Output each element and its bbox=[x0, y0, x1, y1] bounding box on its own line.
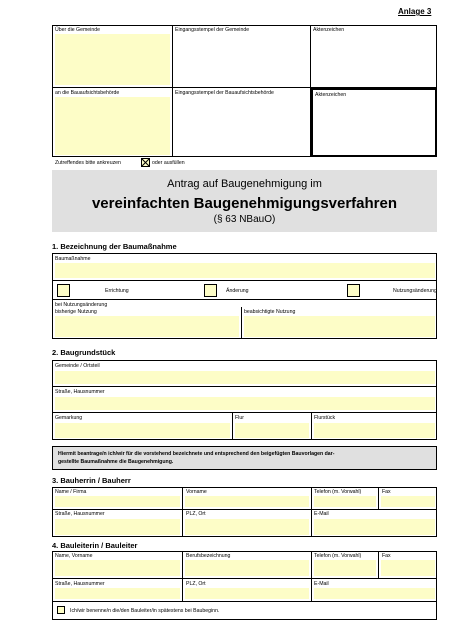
owner-phone-label: Telefon (m. Vorwahl) bbox=[314, 489, 362, 495]
municipality-field[interactable] bbox=[55, 371, 435, 384]
nutzungsaenderung-label: Nutzungsänderung bbox=[393, 288, 437, 294]
owner-firstname-field[interactable] bbox=[185, 496, 309, 507]
file-number-label-1: Aktenzeichen bbox=[313, 27, 345, 33]
measure-label: Baumaßnahme bbox=[55, 256, 91, 262]
previous-use-field[interactable] bbox=[55, 316, 239, 337]
owner-email-label: E-Mail bbox=[314, 511, 329, 517]
manager-postcode-label: PLZ, Ort bbox=[186, 581, 206, 587]
municipality-stamp-label: Eingangsstempel der Gemeinde bbox=[175, 27, 250, 33]
plot-street-label: Straße, Hausnummer bbox=[55, 389, 105, 395]
owner-fax-label: Fax bbox=[382, 489, 391, 495]
previous-use-label: bisherige Nutzung bbox=[55, 309, 97, 315]
owner-phone-field[interactable] bbox=[314, 496, 376, 507]
application-statement-box bbox=[52, 446, 437, 470]
manager-fax-label: Fax bbox=[382, 553, 391, 559]
hint-text-before: Zutreffendes bitte ankreuzen bbox=[55, 160, 121, 166]
checkbox-name-later[interactable] bbox=[57, 606, 65, 614]
checkbox-nutzungsaenderung[interactable] bbox=[347, 284, 360, 297]
owner-email-field[interactable] bbox=[314, 519, 435, 535]
plot-street-field[interactable] bbox=[55, 397, 435, 410]
file-number-label-2: Aktenzeichen bbox=[315, 92, 347, 98]
file-number-box-2[interactable] bbox=[311, 88, 437, 157]
manager-fax-field[interactable] bbox=[381, 560, 435, 576]
owner-street-field[interactable] bbox=[55, 519, 180, 535]
to-authority-field[interactable] bbox=[55, 97, 170, 155]
checkbox-errichtung[interactable] bbox=[57, 284, 70, 297]
aenderung-label: Änderung bbox=[226, 288, 249, 294]
section-2-heading: 2. Baugrundstück bbox=[52, 348, 116, 357]
hint-text-after: oder ausfüllen bbox=[152, 160, 185, 166]
to-authority-label: an die Bauaufsichtsbehörde bbox=[55, 90, 120, 96]
gemarkung-label: Gemarkung bbox=[55, 415, 83, 421]
section-1-heading: 1. Bezeichnung der Baumaßnahme bbox=[52, 242, 177, 251]
application-statement-line-1: Hiermit beantrage/n ich/wir für die vorstehend bezeichnete und entsprechend den beigefügten Bauvorlagen dar- bbox=[58, 451, 335, 457]
manager-postcode-field[interactable] bbox=[185, 588, 309, 599]
title-line-3: (§ 63 NBauO) bbox=[213, 214, 276, 225]
change-of-use-label: bei Nutzungsänderung bbox=[55, 302, 108, 308]
owner-name-field[interactable] bbox=[55, 496, 180, 507]
flur-field[interactable] bbox=[235, 423, 309, 438]
owner-street-label: Straße, Hausnummer bbox=[55, 511, 105, 517]
title-line-1: Antrag auf Baugenehmigung im bbox=[167, 178, 322, 190]
owner-firstname-label: Vorname bbox=[186, 489, 207, 495]
flurstueck-field[interactable] bbox=[314, 423, 435, 438]
manager-email-label: E-Mail bbox=[314, 581, 329, 587]
manager-phone-label: Telefon (m. Vorwahl) bbox=[314, 553, 362, 559]
name-later-label: Ich/wir benenne/n die/den Bauleiter/in spätestens bei Baubeginn. bbox=[70, 608, 220, 614]
manager-street-label: Straße, Hausnummer bbox=[55, 581, 105, 587]
measure-field[interactable] bbox=[55, 263, 435, 278]
via-municipality-field[interactable] bbox=[55, 34, 170, 85]
flurstueck-label: Flurstück bbox=[314, 415, 336, 421]
manager-name-field[interactable] bbox=[55, 560, 180, 576]
checkbox-aenderung[interactable] bbox=[204, 284, 217, 297]
owner-name-label: Name / Firma bbox=[55, 489, 87, 495]
crossed-checkbox-icon bbox=[141, 158, 150, 167]
manager-name-label: Name, Vorname bbox=[55, 553, 93, 559]
authority-stamp-label: Eingangsstempel der Bauaufsichtsbehörde bbox=[175, 90, 274, 96]
owner-postcode-label: PLZ, Ort bbox=[186, 511, 206, 517]
errichtung-label: Errichtung bbox=[105, 288, 129, 294]
title-line-2: vereinfachten Baugenehmigungsverfahren bbox=[91, 195, 398, 212]
application-statement-line-2: gestellte Baumaßnahme die Baugenehmigung. bbox=[58, 459, 174, 465]
via-municipality-label: Über die Gemeinde bbox=[55, 27, 100, 33]
manager-street-field[interactable] bbox=[55, 588, 180, 599]
municipality-label: Gemeinde / Ortsteil bbox=[55, 363, 100, 369]
section-4-heading: 4. Bauleiterin / Bauleiter bbox=[52, 541, 138, 550]
gemarkung-field[interactable] bbox=[55, 423, 230, 438]
manager-email-field[interactable] bbox=[314, 588, 435, 599]
manager-phone-field[interactable] bbox=[314, 560, 376, 576]
attachment-label: Anlage 3 bbox=[398, 7, 432, 16]
manager-profession-label: Berufsbezeichnung bbox=[186, 553, 231, 559]
owner-postcode-field[interactable] bbox=[185, 519, 309, 535]
manager-profession-field[interactable] bbox=[185, 560, 309, 576]
flur-label: Flur bbox=[235, 415, 244, 421]
intended-use-field[interactable] bbox=[244, 316, 435, 337]
section-3-heading: 3. Bauherrin / Bauherr bbox=[52, 476, 131, 485]
intended-use-label: beabsichtigte Nutzung bbox=[244, 309, 296, 315]
owner-fax-field[interactable] bbox=[381, 496, 435, 507]
